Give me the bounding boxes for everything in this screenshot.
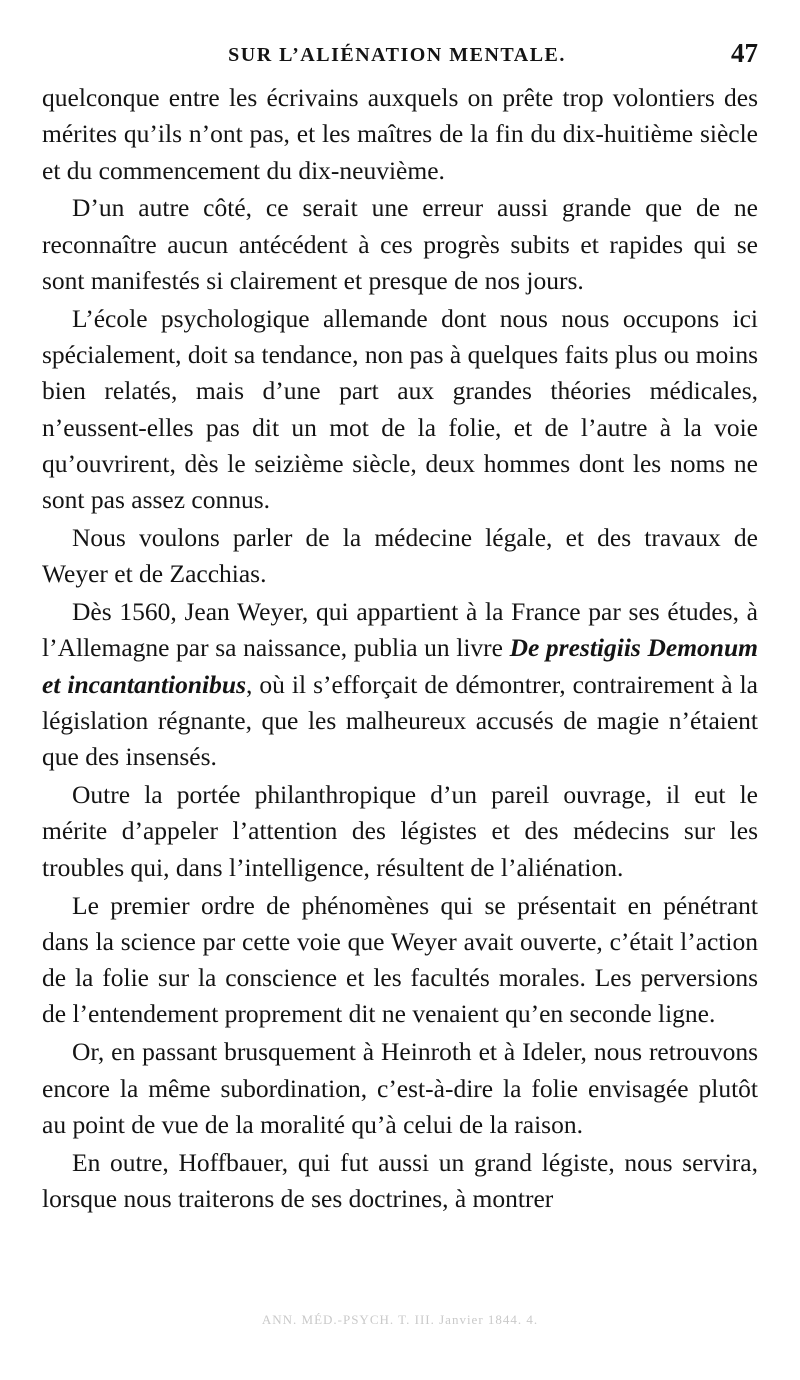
text-run: , où il s’efforçait de démontrer, contrairement à la législation régnante, que les malheureux accusés de magie n’étaient que des insensés. (42, 669, 758, 772)
paragraph (42, 777, 758, 886)
text-run: Nous voulons parler de la médecine légale, et des travaux de Weyer et de Zacchias. (42, 523, 758, 589)
paragraph (42, 190, 758, 299)
page-number: 47 (731, 38, 758, 68)
paragraph (42, 80, 758, 189)
text-run: quelconque entre les écrivains auxquels on prête trop volontiers des mérites qu’ils n’ont pas, et les maîtres de la fin du dix-huitième siècle et du commencement du dix-neuvième. (42, 83, 758, 185)
text-run: Le premier ordre de phénomènes qui se présentait en pénétrant dans la science par cette voie que Weyer avait ouverte, c’était l’action de la folie sur la conscience et les facultés morales. Les perversions de l’entendement proprement dit ne venaient qu’en seconde ligne. (42, 890, 758, 1029)
paragraph (42, 594, 758, 775)
paragraph (42, 888, 758, 1033)
text-run: Outre la portée philanthropique d’un pareil ouvrage, il eut le mérite d’appeler l’attention des légistes et des médecins sur les troubles qui, dans l’intelligence, résultent de l’aliénation. (42, 780, 758, 882)
paragraph (42, 1145, 758, 1218)
paragraph (42, 520, 758, 593)
text-run: D’un autre côté, ce serait une erreur aussi grande que de ne reconnaître aucun antécédent à ces progrès subits et rapides qui se sont manifestés si clairement et presque de nos jours. (42, 193, 758, 295)
footer-signature-line: ANN. MÉD.-PSYCH. T. III. Janvier 1844. 4. (261, 1312, 539, 1327)
running-head (36, 40, 758, 76)
text-run: Dès 1560, Jean Weyer, qui appartient à la France par ses études, à l’Allemagne par sa naissance, publia un livre (42, 597, 758, 663)
running-title: SUR L’ALIÉNATION MENTALE. (228, 44, 566, 66)
text-run: En outre, Hoffbauer, qui fut aussi un grand légiste, nous servira, lorsque nous traiterons de ses doctrines, à montrer (42, 1147, 758, 1213)
paragraph (42, 301, 758, 519)
text-run: L’école psychologique allemande dont nous nous occupons ici spécialement, doit sa tendance, non pas à quelques faits plus ou moins bien relatés, mais d’une part aux grandes théories médicales, n’eussent-elles pas dit un mot de la folie, et de l’autre à la voie qu’ouvrirent, dès le seizième siècle, deux hommes dont les noms ne sont pas assez connus. (42, 303, 758, 515)
italic-title: De prestigiis Demonum et incantantionibus (42, 633, 758, 699)
body-text (42, 80, 758, 1219)
text-run: Or, en passant brusquement à Heinroth et à Ideler, nous retrouvons encore la même subordination, c’est-à-dire la folie envisagée plutôt au point de vue de la moralité qu’à celui de la raison. (42, 1037, 758, 1139)
paragraph (42, 1034, 758, 1143)
